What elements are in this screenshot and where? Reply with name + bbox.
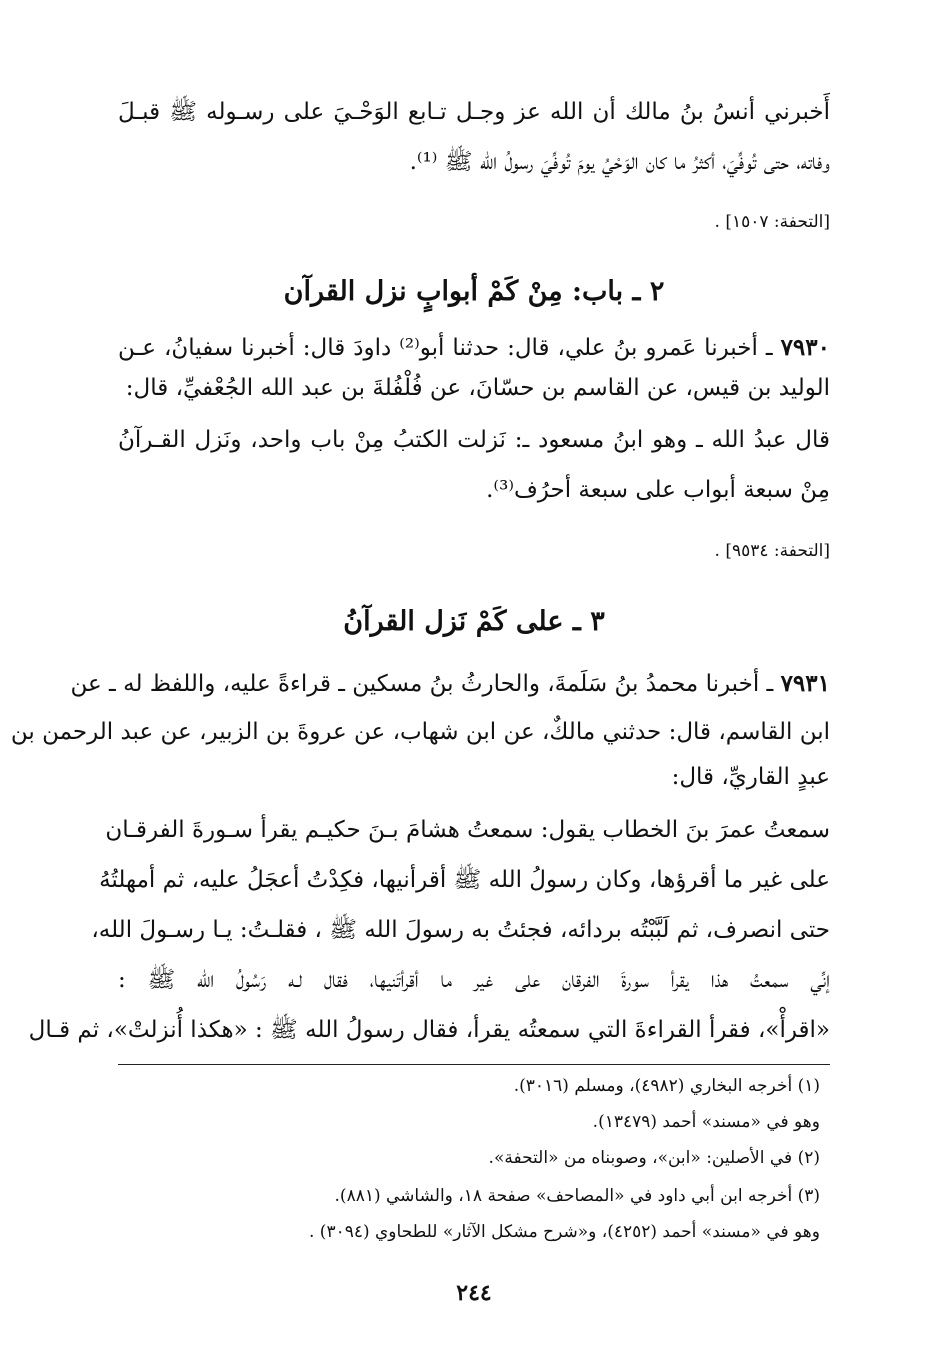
text-line: أَخبرني أنسُ بنُ مالك أن الله عز وجـل تـابع الوَحْـيَ على رسـوله ﷺ قبـلَ xyxy=(118,99,830,125)
tuhfa-reference: [التحفة: ١٥٠٧] . xyxy=(714,212,830,232)
footnote: (١) أخرجه البخاري (٤٩٨٢)، ومسلم (٣٠١٦). xyxy=(513,1076,820,1096)
hadith-7931-line xyxy=(70,664,830,704)
hadith-7930-line xyxy=(118,328,830,368)
text-line: سمعتُ عمرَ بنَ الخطاب يقول: سمعتُ هشامَ بـنَ حكيـم يقرأ سـورةَ الفرقـان xyxy=(105,817,830,843)
tuhfa-reference: [التحفة: ٩٥٣٤] . xyxy=(714,541,830,561)
chapter-heading-3: ٣ ـ على كَمْ نَزل القرآنُ xyxy=(343,606,605,637)
hadith-number: ٧٩٣٠ xyxy=(780,334,830,361)
footnote: وهو في «مسند» أحمد (١٣٤٧٩). xyxy=(592,1112,820,1132)
text-line: حتى انصرف، ثم لَبَّبْتُه بردائه، فجئتُ به رسولَ الله ﷺ ، فقلـتُ: يـا رسـولَ الله، xyxy=(91,917,830,943)
text-line: مِنْ سبعة أبواب على سبعة أحرُف⁽³⁾. xyxy=(486,477,830,503)
footnote: (٣) أخرجه ابن أبي داود في «المصاحف» صفحة ١٨، والشاشي (٨٨١). xyxy=(334,1186,820,1206)
text-line: قال عبدُ الله ـ وهو ابنُ مسعود ـ: نَزلت الكتبُ مِنْ باب واحد، ونَزل القـرآنُ xyxy=(118,427,830,453)
hadith-number: ٧٩٣١ xyxy=(780,670,830,697)
text-line: على غير ما أقرؤها، وكان رسولُ الله ﷺ أقرأنيها، فكِدْتُ أعجَلُ عليه، ثم أمهلتُهُ xyxy=(99,867,830,893)
footnote-divider xyxy=(118,1064,830,1065)
footnote: وهو في «مسند» أحمد (٤٢٥٢)، و«شرح مشكل الآثار» للطحاوي (٣٠٩٤) . xyxy=(308,1222,820,1242)
text-line: الوليد بن قيس، عن القاسم بن حسّانَ، عن فُلْفُلةَ بن عبد الله الجُعْفيِّ، قال: xyxy=(125,375,830,401)
page-number: ٢٤٤ xyxy=(456,1280,492,1306)
text-line: «اقرأْ»، فقرأ القراءةَ التي سمعتُه يقرأ، فقال رسولُ الله ﷺ : «هكذا أُنزلتْ»، ثم قـال xyxy=(28,1017,830,1043)
text-span: ـ أخبرنا عَمرو بنُ علي، قال: حدثنا أبو⁽²⁾ داودَ قال: أخبرنا سفيانُ، عـن xyxy=(118,335,781,361)
text-line: ابن القاسم، قال: حدثني مالكٌ، عن ابن شهاب، عن عروةَ بن الزبير، عن عبد الرحمن بن xyxy=(10,719,830,745)
text-span: ـ أخبرنا محمدُ بنُ سَلَمةَ، والحارثُ بنُ مسكين ـ قراءةً عليه، واللفظ له ـ عن xyxy=(70,671,781,697)
footnote: (٢) في الأصلين: «ابن»، وصوبناه من «التحفة». xyxy=(488,1148,820,1168)
text-line: وفاته، حتى تُوفِّيَ، أكثرُ ما كان الوَحْيُ يومَ تُوفِّيَ رسولُ الله ﷺ ⁽¹⁾. xyxy=(409,149,830,175)
chapter-heading-2: ٢ ـ باب: مِنْ كَمْ أبوابٍ نزل القرآن xyxy=(283,276,665,307)
text-line: إنِّي سمعتُ هذا يقرأ سورةَ الفرقان على غير ما أقرأتَنيها، فقال لـه رَسُولُ الله ﷺ : xyxy=(118,967,830,993)
text-line: عبدٍ القاريِّ، قال: xyxy=(671,764,830,790)
